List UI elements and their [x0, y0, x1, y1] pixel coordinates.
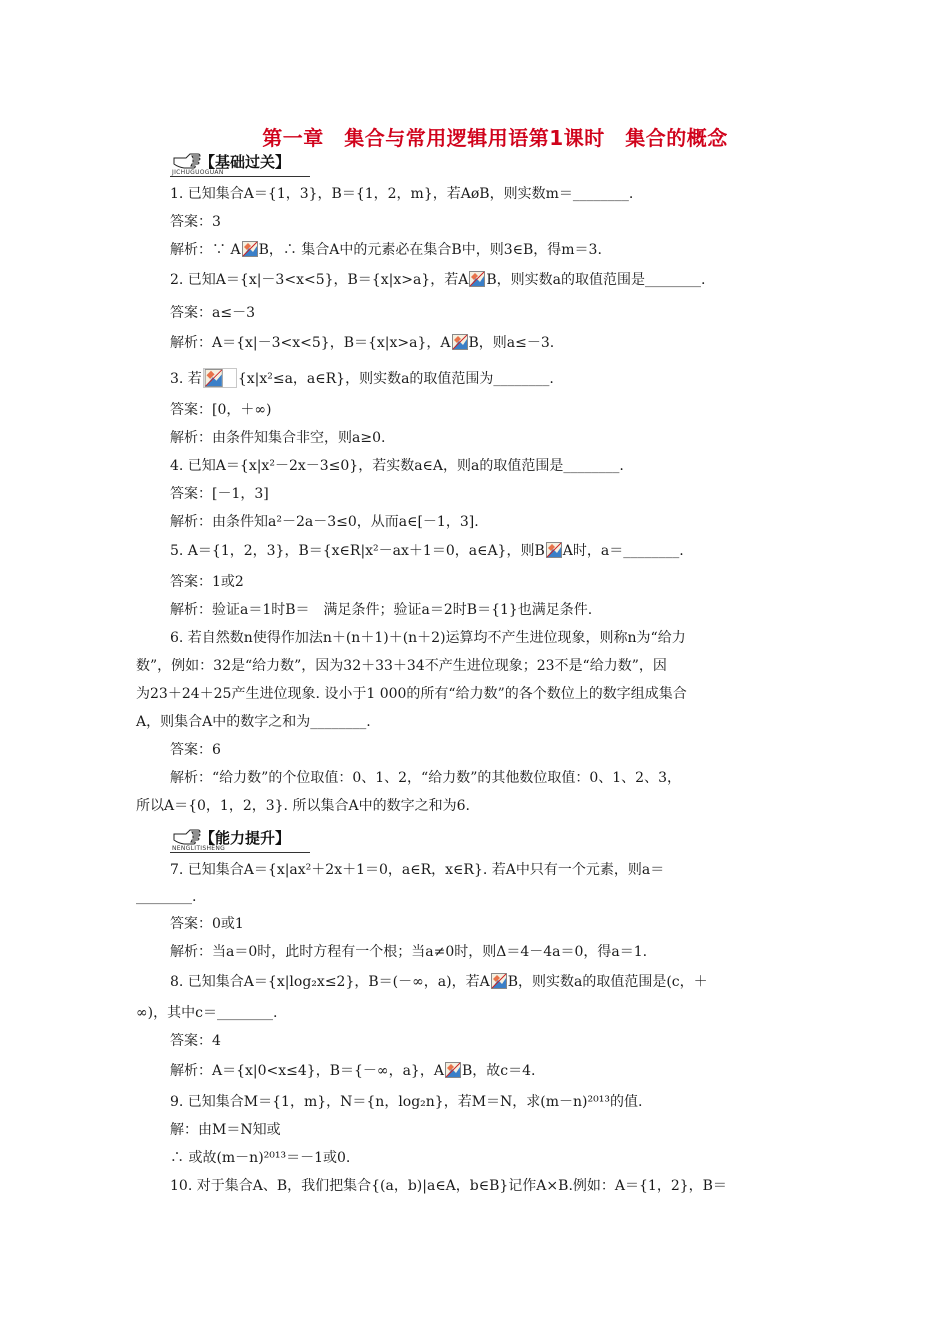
- question-3: [170, 368, 554, 389]
- broken-image-icon: [491, 973, 507, 989]
- question-7-line-1: 7. 已知集合A＝{x|ax²＋2x＋1＝0，a∈R，x∈R}. 若A中只有一个元素，则a＝: [170, 862, 665, 878]
- answer-1: 答案：3: [170, 214, 221, 230]
- broken-image-icon: [452, 334, 468, 350]
- explanation-1: [170, 240, 602, 260]
- explanation-4: 解析：由条件知a²－2a－3≤0，从而a∈[－1，3].: [170, 514, 479, 530]
- question-6-line-2: 数”，例如：32是“给力数”，因为32＋33＋34不产生进位现象；23不是“给力数”，因: [136, 658, 667, 674]
- text-segment: {x|x²≤a，a∈R}，则实数a的取值范围为________.: [237, 371, 554, 387]
- answer-5: 答案：1或2: [170, 574, 244, 590]
- section-label: 【基础过关】: [200, 153, 291, 171]
- text-segment: 解析：A＝{x|－3<x<5}，B＝{x|x>a}，A: [170, 335, 451, 351]
- question-4: 4. 已知A＝{x|x²－2x－3≤0}，若实数a∈A，则a的取值范围是________.: [170, 458, 624, 474]
- solution-9-line-2: ∴ 或故(m－n)²⁰¹³＝－1或0.: [170, 1150, 351, 1166]
- section-pinyin: JICHUGUOGUAN: [172, 169, 224, 176]
- explanation-2: [170, 333, 554, 353]
- text-segment: B，则实数a的取值范围是(c，＋: [507, 974, 708, 990]
- explanation-6-line-1: 解析：“给力数”的个位取值：0、1、2，“给力数”的其他数位取值：0、1、2、3，: [170, 770, 681, 786]
- explanation-7: 解析：当a＝0时，此时方程有一个根；当a≠0时，则Δ＝4－4a＝0，得a＝1.: [170, 944, 648, 960]
- broken-image-icon: [242, 241, 258, 257]
- answer-3: 答案：[0，＋∞): [170, 402, 272, 418]
- pointing-hand-icon: [172, 826, 202, 846]
- pointing-hand-icon: [172, 150, 202, 170]
- question-9: 9. 已知集合M＝{1，m}，N＝{n，log₂n}，若M＝N，求(m－n)²⁰¹³的值.: [170, 1094, 643, 1110]
- section-label: 【能力提升】: [200, 829, 291, 847]
- question-8-line-1: [170, 972, 708, 992]
- section-divider: [170, 852, 310, 853]
- answer-4: 答案：[－1，3]: [170, 486, 269, 502]
- explanation-8: [170, 1061, 535, 1081]
- section-pinyin: NENGLITISHENG: [172, 845, 226, 852]
- answer-6: 答案：6: [170, 742, 221, 758]
- answer-7: 答案：0或1: [170, 916, 244, 932]
- text-segment: A时，a＝________.: [562, 543, 684, 559]
- text-segment: 8. 已知集合A＝{x|log₂x≤2}，B＝(－∞，a)，若A: [170, 974, 490, 990]
- explanation-3: 解析：由条件知集合非空，则a≥0.: [170, 430, 386, 446]
- text-segment: B，则a≤－3.: [468, 335, 555, 351]
- text-segment: B，故c＝4.: [461, 1063, 536, 1079]
- question-1: 1. 已知集合A＝{1，3}，B＝{1，2，m}，若AøB，则实数m＝________.: [170, 186, 634, 202]
- question-7-line-2: ________.: [136, 889, 197, 905]
- text-segment: 2. 已知A＝{x|－3<x<5}，B＝{x|x>a}，若A: [170, 272, 469, 288]
- text-segment: B，则实数a的取值范围是________.: [486, 272, 706, 288]
- broken-image-icon: [445, 1062, 461, 1078]
- text-segment: 解析：∵ A: [170, 242, 241, 258]
- page-title: 第一章 集合与常用逻辑用语第1课时 集合的概念: [262, 126, 728, 150]
- solution-9-line-1: 解：由M＝N知或: [170, 1122, 281, 1138]
- section-header-ability: [170, 826, 320, 854]
- answer-8: 答案：4: [170, 1033, 221, 1049]
- text-segment: 3. 若: [170, 371, 202, 387]
- broken-image-icon: [203, 368, 237, 388]
- question-6-line-4: A，则集合A中的数字之和为________.: [136, 714, 371, 730]
- text-segment: 5. A＝{1，2，3}，B＝{x∈R|x²－ax＋1＝0，a∈A}，则B: [170, 543, 545, 559]
- question-8-line-2: ∞)，其中c＝________.: [136, 1005, 278, 1021]
- question-2: [170, 270, 705, 290]
- section-header-basic: [170, 150, 320, 178]
- explanation-6-line-2: 所以A＝{0，1，2，3}. 所以集合A中的数字之和为6.: [136, 798, 470, 814]
- text-segment: B，∴ 集合A中的元素必在集合B中，则3∈B，得m＝3.: [258, 242, 602, 258]
- broken-image-icon: [469, 271, 485, 287]
- question-6-line-3: 为23＋24＋25产生进位现象. 设小于1 000的所有“给力数”的各个数位上的数字组成集合: [136, 686, 687, 702]
- text-segment: 解析：A＝{x|0<x≤4}，B＝{－∞，a}，A: [170, 1063, 444, 1079]
- question-6-line-1: 6. 若自然数n使得作加法n＋(n＋1)＋(n＋2)运算均不产生进位现象，则称n为“给力: [170, 630, 686, 646]
- section-divider: [170, 176, 310, 177]
- broken-image-icon: [546, 542, 562, 558]
- answer-2: 答案：a≤－3: [170, 305, 255, 321]
- question-10: 10. 对于集合A、B，我们把集合{(a，b)|a∈A，b∈B}记作A×B.例如：A＝{1，2}，B＝: [170, 1178, 727, 1194]
- question-5: [170, 541, 684, 561]
- explanation-5: 解析：验证a＝1时B＝ 满足条件；验证a＝2时B＝{1}也满足条件.: [170, 602, 593, 618]
